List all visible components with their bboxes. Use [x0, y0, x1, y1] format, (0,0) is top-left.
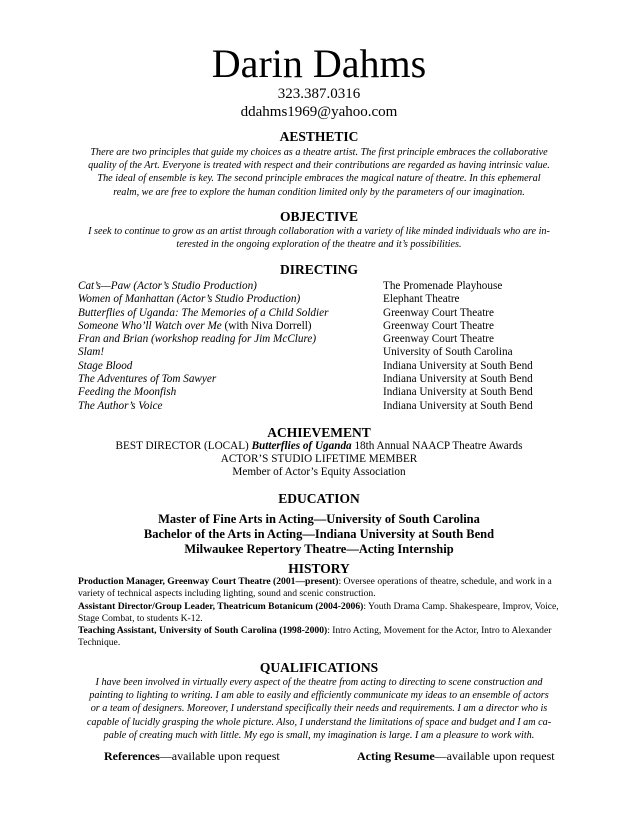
references-footer [78, 748, 568, 764]
directing-row [78, 280, 568, 293]
qualifications-line: I have been involved in virtually every aspect of the theatre from acting to directing to scene construction and [95, 677, 543, 688]
history-list [78, 576, 568, 650]
production-venue: Greenway Court Theatre [383, 333, 495, 346]
production-title: Feeding the Moonfish [78, 386, 177, 399]
production-venue: Indiana University at South Bend [383, 359, 533, 372]
production-title: Cat’s—Paw (Actor’s Studio Production) [78, 280, 257, 292]
production-venue: University of South Carolina [383, 346, 513, 359]
history-heading: HISTORY [288, 561, 350, 576]
production-title: Stage Blood [78, 359, 133, 372]
aesthetic-heading: AESTHETIC [279, 129, 359, 144]
production-title: Slam! [78, 346, 105, 359]
history-entry: Assistant Director/Group Leader, Theatricum Botanicum (2004-2006): Youth Drama Camp. Shakespeare, Improv, Voice, Stage Combat, to students K-12. [78, 600, 559, 624]
production-title: Butterflies of Uganda: The Memories of a Child Soldier [78, 306, 329, 319]
qualifications-paragraph [76, 676, 562, 742]
objective-line: I seek to continue to grow as an artist through collaboration with a variety of like minded individuals who are in- [88, 226, 550, 237]
production-venue: Greenway Court Theatre [383, 319, 495, 332]
directing-list [78, 280, 568, 413]
production-title: Women of Manhattan (Actor’s Studio Production) [78, 293, 301, 306]
directing-row [78, 386, 568, 399]
aesthetic-line: The ideal of ensemble is key. The second principle embraces the magical nature of theatre. In this ephemeral [97, 173, 541, 185]
acting-resume-note: Acting Resume—available upon request [357, 749, 555, 763]
qualifications-line: pable of creating much with little. My ego is small, my imagination is large. I am a pleasure to work with. [103, 729, 535, 741]
directing-row [78, 360, 568, 373]
aesthetic-line: quality of the Art. Everyone is treated with respect and their contributions are regarded as having intrinsic value. [88, 160, 550, 172]
directing-row [78, 320, 568, 333]
education-heading: EDUCATION [278, 491, 360, 506]
qualifications-heading: QUALIFICATIONS [259, 660, 379, 675]
aesthetic-paragraph [76, 146, 562, 199]
education-item: Milwaukee Repertory Theatre—Acting Internship [184, 542, 454, 556]
references-note: References—available upon request [104, 749, 280, 763]
education-item: Master of Fine Arts in Acting—University of South Carolina [158, 512, 480, 526]
qualifications-line: or a team of designers. Moreover, I understand specifically their needs and requirements. I am a director who is [90, 703, 548, 715]
production-venue: Indiana University at South Bend [383, 386, 533, 399]
production-title: Fran and Brian (workshop reading for Jim McClure) [78, 333, 317, 346]
award-line: BEST DIRECTOR (LOCAL) Butterflies of Uganda 18th Annual NAACP Theatre Awards [115, 440, 523, 452]
candidate-name: Darin Dahms [211, 41, 427, 86]
objective-line: terested in the ongoing exploration of the theatre and it’s possibilities. [176, 239, 462, 251]
production-title: Someone Who’ll Watch over Me (with Niva Dorrell) [78, 319, 312, 332]
production-title: The Adventures of Tom Sawyer [78, 373, 217, 386]
equity-line: Member of Actor’s Equity Association [232, 466, 406, 478]
aesthetic-line: There are two principles that guide my choices as a theatre artist. The first principle embraces the collaborative [90, 147, 548, 158]
production-venue: Elephant Theatre [383, 293, 460, 306]
directing-row [78, 333, 568, 346]
membership-line: ACTOR’S STUDIO LIFETIME MEMBER [220, 453, 418, 465]
education-item: Bachelor of the Arts in Acting—Indiana University at South Bend [143, 527, 495, 541]
directing-row [78, 293, 568, 306]
phone-number: 323.387.0316 [277, 86, 361, 102]
qualifications-line: capable of lucidly grasping the whole picture. Also, I understand the limitations of space and budget and I am ca- [86, 716, 552, 728]
production-venue: The Promenade Playhouse [383, 280, 503, 292]
objective-paragraph [76, 225, 562, 251]
history-entry: Production Manager, Greenway Court Theatre (2001—present): Oversee operations of theatre, schedule, and work in a variety of technical aspects including lighting, sound and scenic construction. [78, 576, 552, 600]
directing-row [78, 373, 568, 386]
award-play-title: Butterflies of Uganda [251, 440, 352, 452]
directing-row [78, 400, 568, 413]
objective-heading: OBJECTIVE [279, 209, 359, 224]
production-venue: Indiana University at South Bend [383, 399, 533, 412]
production-title: The Author’s Voice [78, 399, 163, 412]
production-venue: Greenway Court Theatre [383, 306, 495, 319]
email-address: ddahms1969@yahoo.com [240, 104, 398, 120]
production-venue: Indiana University at South Bend [383, 373, 533, 386]
directing-heading: DIRECTING [279, 262, 358, 277]
directing-row [78, 346, 568, 359]
achievement-heading: ACHIEVEMENT [267, 425, 371, 440]
directing-row [78, 307, 568, 320]
aesthetic-line: realm, we are free to explore the human condition limited only by the parameters of our imagination. [113, 186, 525, 198]
history-entry: Teaching Assistant, University of South Carolina (1998-2000): Intro Acting, Movement for the Actor, Intro to Alexander Technique. [78, 625, 552, 649]
qualifications-line: painting to lighting to writing. I am able to easily and efficiently communicate my ideas to an ensemble of actors [89, 690, 549, 702]
